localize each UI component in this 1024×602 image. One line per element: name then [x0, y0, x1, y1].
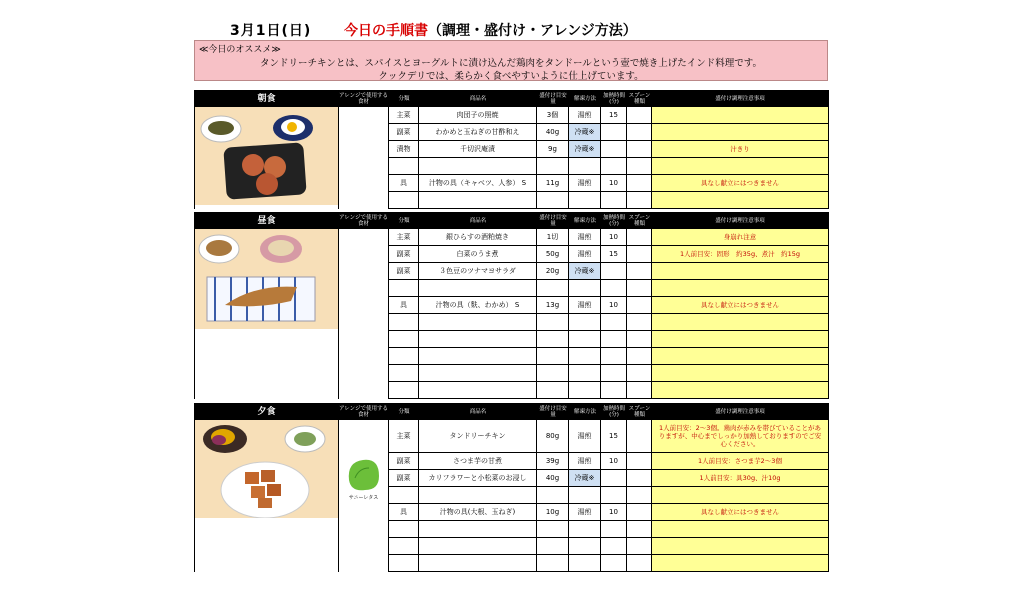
dinner-photo: [195, 420, 338, 518]
product-name-cell: わかめと玉ねぎの甘酢和え: [419, 124, 537, 140]
product-name-cell: 汁物の具(大根、玉ねぎ): [419, 504, 537, 520]
table-row: [389, 420, 828, 453]
note-cell: [652, 314, 828, 330]
meal-section: [194, 403, 829, 572]
heat-time-cell: 15: [601, 420, 627, 452]
thaw-method-cell: [569, 280, 601, 296]
note-cell: [652, 348, 828, 364]
heat-time-cell: [601, 314, 627, 330]
column-amount: 盛付け目安量: [539, 405, 567, 418]
category-cell: [389, 158, 419, 174]
column-spoon: スプーン種類: [628, 92, 651, 105]
thaw-method-cell: [569, 487, 601, 503]
note-cell: 1人前目安：2～3個。鶏肉が赤みを帯びていることがありますが、中心までしっかり加熱しておりますのでご安心ください。: [652, 420, 828, 452]
note-cell: [652, 107, 828, 123]
thaw-method-cell: [569, 538, 601, 554]
product-name-cell: [419, 382, 537, 398]
category-cell: 副菜: [389, 124, 419, 140]
table-row: [389, 229, 828, 246]
product-name-cell: 千切沢庵漬: [419, 141, 537, 157]
product-name-cell: 銀ひらすの酒粕焼き: [419, 229, 537, 245]
thaw-method-cell: [569, 555, 601, 571]
table-row: [389, 158, 828, 175]
category-cell: [389, 314, 419, 330]
product-name-cell: [419, 538, 537, 554]
note-cell: [652, 263, 828, 279]
product-name-cell: [419, 365, 537, 381]
product-name-cell: [419, 487, 537, 503]
amount-cell: 80g: [537, 420, 569, 452]
table-row: [389, 263, 828, 280]
amount-cell: [537, 555, 569, 571]
spoon-cell: [627, 331, 652, 347]
column-notes: 盛付け調理注意事項: [715, 217, 765, 224]
thaw-method-cell: 冷蔵※: [569, 263, 601, 279]
amount-cell: [537, 331, 569, 347]
heat-time-cell: [601, 555, 627, 571]
heat-time-cell: [601, 382, 627, 398]
spoon-cell: [627, 521, 652, 537]
column-arrange: アレンジで使用する食材: [338, 214, 388, 227]
column-arrange: アレンジで使用する食材: [338, 92, 388, 105]
spoon-cell: [627, 348, 652, 364]
spoon-cell: [627, 314, 652, 330]
product-name-cell: ３色豆のツナマヨサラダ: [419, 263, 537, 279]
meal-photo: [195, 420, 338, 518]
spoon-cell: [627, 365, 652, 381]
spoon-cell: [627, 487, 652, 503]
amount-cell: [537, 348, 569, 364]
category-cell: 具: [389, 504, 419, 520]
product-name-cell: [419, 192, 537, 208]
amount-cell: [537, 521, 569, 537]
breakfast-photo: [195, 107, 338, 205]
amount-cell: [537, 365, 569, 381]
table-row: [389, 382, 828, 399]
column-spoon: スプーン種類: [628, 405, 651, 418]
thaw-method-cell: 湯煎: [569, 297, 601, 313]
product-name-cell: [419, 348, 537, 364]
table-row: [389, 246, 828, 263]
product-name-cell: 汁物の具（キャベツ、人参） S: [419, 175, 537, 191]
table-row: [389, 555, 828, 572]
table-row: [389, 314, 828, 331]
amount-cell: 11g: [537, 175, 569, 191]
table-row: [389, 331, 828, 348]
banner-line-2: クックデリでは、柔らかく食べやすいように仕上げています。: [378, 71, 644, 82]
category-cell: 副菜: [389, 263, 419, 279]
note-cell: 汁きり: [652, 141, 828, 157]
amount-cell: [537, 192, 569, 208]
column-thaw: 解凍方法: [573, 217, 596, 224]
heat-time-cell: [601, 280, 627, 296]
product-name-cell: さつま芋の甘煮: [419, 453, 537, 469]
column-notes: 盛付け調理注意事項: [715, 95, 765, 102]
heat-time-cell: [601, 141, 627, 157]
table-row: [389, 175, 828, 192]
category-cell: [389, 538, 419, 554]
note-cell: [652, 555, 828, 571]
amount-cell: [537, 314, 569, 330]
banner-heading: ≪今日のオススメ≫: [199, 45, 281, 55]
thaw-method-cell: [569, 382, 601, 398]
column-time: 加熱時間(分): [602, 92, 625, 105]
meal-header: [195, 403, 828, 420]
note-cell: 具なし献立にはつきません: [652, 175, 828, 191]
category-cell: 主菜: [389, 107, 419, 123]
page-date: 3月1日(日): [230, 23, 312, 39]
amount-cell: 10g: [537, 504, 569, 520]
table-row: [389, 453, 828, 470]
column-category: 分類: [398, 217, 410, 224]
column-name: 商品名: [469, 408, 487, 415]
meal-name: 夕食: [257, 406, 276, 417]
product-name-cell: 汁物の具（麩、わかめ） S: [419, 297, 537, 313]
table-row: [389, 348, 828, 365]
heat-time-cell: [601, 521, 627, 537]
heat-time-cell: [601, 538, 627, 554]
category-cell: [389, 521, 419, 537]
spoon-cell: [627, 297, 652, 313]
category-cell: [389, 331, 419, 347]
note-cell: 具なし献立にはつきません: [652, 504, 828, 520]
thaw-method-cell: 冷蔵※: [569, 141, 601, 157]
meal-rows: [389, 420, 828, 572]
product-name-cell: タンドリーチキン: [419, 420, 537, 452]
lunch-photo: [195, 229, 338, 329]
category-cell: 漬物: [389, 141, 419, 157]
note-cell: [652, 538, 828, 554]
amount-cell: 40g: [537, 124, 569, 140]
note-cell: [652, 487, 828, 503]
note-cell: [652, 521, 828, 537]
meal-header: [195, 212, 828, 229]
spoon-cell: [627, 229, 652, 245]
table-row: [389, 538, 828, 555]
spoon-cell: [627, 175, 652, 191]
note-cell: [652, 192, 828, 208]
lettuce-icon: [339, 450, 388, 510]
arrange-ingredient-cell: [338, 107, 389, 209]
product-name-cell: [419, 555, 537, 571]
thaw-method-cell: [569, 314, 601, 330]
thaw-method-cell: [569, 521, 601, 537]
meal-name: 昼食: [257, 215, 276, 226]
amount-cell: [537, 280, 569, 296]
spoon-cell: [627, 382, 652, 398]
product-name-cell: [419, 314, 537, 330]
product-name-cell: [419, 280, 537, 296]
heat-time-cell: [601, 348, 627, 364]
column-amount: 盛付け目安量: [539, 92, 567, 105]
thaw-method-cell: 湯煎: [569, 175, 601, 191]
amount-cell: [537, 487, 569, 503]
amount-cell: 3個: [537, 107, 569, 123]
category-cell: [389, 382, 419, 398]
category-cell: [389, 348, 419, 364]
table-row: [389, 192, 828, 209]
thaw-method-cell: [569, 365, 601, 381]
table-row: [389, 365, 828, 382]
meal-section: [194, 212, 829, 399]
table-row: [389, 280, 828, 297]
category-cell: [389, 365, 419, 381]
thaw-method-cell: 冷蔵※: [569, 124, 601, 140]
meal-rows: [389, 229, 828, 399]
spoon-cell: [627, 158, 652, 174]
amount-cell: [537, 538, 569, 554]
title-subtitle: （調理・盛付け・アレンジ方法）: [428, 23, 637, 39]
column-time: 加熱時間(分): [602, 214, 625, 227]
heat-time-cell: [601, 124, 627, 140]
column-notes: 盛付け調理注意事項: [715, 408, 765, 415]
column-thaw: 解凍方法: [573, 408, 596, 415]
note-cell: [652, 382, 828, 398]
meal-photo: [195, 229, 338, 329]
heat-time-cell: 10: [601, 453, 627, 469]
amount-cell: 13g: [537, 297, 569, 313]
category-cell: [389, 487, 419, 503]
note-cell: 具なし献立にはつきません: [652, 297, 828, 313]
amount-cell: [537, 382, 569, 398]
spoon-cell: [627, 280, 652, 296]
column-category: 分類: [398, 95, 410, 102]
column-time: 加熱時間(分): [602, 405, 625, 418]
thaw-method-cell: 湯煎: [569, 246, 601, 262]
product-name-cell: 白菜のうま煮: [419, 246, 537, 262]
spoon-cell: [627, 141, 652, 157]
note-cell: [652, 331, 828, 347]
spoon-cell: [627, 470, 652, 486]
table-row: [389, 504, 828, 521]
meal-photo: [195, 107, 338, 205]
heat-time-cell: 15: [601, 246, 627, 262]
table-row: [389, 107, 828, 124]
amount-cell: 9g: [537, 141, 569, 157]
note-cell: [652, 158, 828, 174]
thaw-method-cell: 冷蔵※: [569, 470, 601, 486]
amount-cell: [537, 158, 569, 174]
amount-cell: 1切: [537, 229, 569, 245]
banner-line-1: タンドリーチキンとは、スパイスとヨーグルトに漬け込んだ鶏肉をタンドールという壺で焼き上げたインド料理です。: [259, 58, 763, 69]
table-row: [389, 521, 828, 538]
heat-time-cell: 10: [601, 504, 627, 520]
spoon-cell: [627, 263, 652, 279]
table-row: [389, 487, 828, 504]
column-name: 商品名: [469, 95, 487, 102]
note-cell: 1人前目安：固形 約35g、煮汁 約15g: [652, 246, 828, 262]
product-name-cell: [419, 521, 537, 537]
category-cell: 副菜: [389, 470, 419, 486]
product-name-cell: [419, 158, 537, 174]
category-cell: [389, 192, 419, 208]
column-amount: 盛付け目安量: [539, 214, 567, 227]
spoon-cell: [627, 538, 652, 554]
heat-time-cell: [601, 263, 627, 279]
title-text: 今日の手順書: [344, 23, 428, 39]
note-cell: 身崩れ注意: [652, 229, 828, 245]
arrange-ingredient-cell: [338, 420, 389, 572]
spoon-cell: [627, 107, 652, 123]
category-cell: 副菜: [389, 246, 419, 262]
note-cell: 1人前目安：さつま芋2～3個: [652, 453, 828, 469]
arrange-item-label: サニーレタス: [348, 495, 379, 501]
amount-cell: 20g: [537, 263, 569, 279]
arrange-ingredient-cell: [338, 229, 389, 399]
heat-time-cell: 10: [601, 297, 627, 313]
category-cell: 主菜: [389, 420, 419, 452]
thaw-method-cell: 湯煎: [569, 504, 601, 520]
recommendation-banner: [194, 40, 828, 81]
heat-time-cell: 15: [601, 107, 627, 123]
heat-time-cell: [601, 365, 627, 381]
meal-name: 朝食: [257, 93, 276, 104]
thaw-method-cell: 湯煎: [569, 107, 601, 123]
thaw-method-cell: [569, 348, 601, 364]
column-category: 分類: [398, 408, 410, 415]
spoon-cell: [627, 124, 652, 140]
thaw-method-cell: 湯煎: [569, 453, 601, 469]
thaw-method-cell: 湯煎: [569, 229, 601, 245]
heat-time-cell: 10: [601, 229, 627, 245]
thaw-method-cell: 湯煎: [569, 420, 601, 452]
spoon-cell: [627, 453, 652, 469]
spoon-cell: [627, 504, 652, 520]
thaw-method-cell: [569, 158, 601, 174]
table-row: [389, 297, 828, 314]
category-cell: [389, 280, 419, 296]
category-cell: 副菜: [389, 453, 419, 469]
column-thaw: 解凍方法: [573, 95, 596, 102]
table-row: [389, 470, 828, 487]
product-name-cell: [419, 331, 537, 347]
table-row: [389, 141, 828, 158]
note-cell: 1人前目安：具30g、汁10g: [652, 470, 828, 486]
amount-cell: 39g: [537, 453, 569, 469]
category-cell: 具: [389, 175, 419, 191]
product-name-cell: 肉団子の照焼: [419, 107, 537, 123]
meal-header: [195, 90, 828, 107]
meal-section: [194, 90, 829, 209]
amount-cell: 50g: [537, 246, 569, 262]
category-cell: 具: [389, 297, 419, 313]
heat-time-cell: [601, 331, 627, 347]
column-name: 商品名: [469, 217, 487, 224]
spoon-cell: [627, 555, 652, 571]
amount-cell: 40g: [537, 470, 569, 486]
spoon-cell: [627, 246, 652, 262]
heat-time-cell: 10: [601, 175, 627, 191]
note-cell: [652, 124, 828, 140]
page-title: [344, 20, 637, 40]
heat-time-cell: [601, 470, 627, 486]
thaw-method-cell: [569, 331, 601, 347]
product-name-cell: カリフラワーと小松菜のお浸し: [419, 470, 537, 486]
spoon-cell: [627, 192, 652, 208]
thaw-method-cell: [569, 192, 601, 208]
category-cell: [389, 555, 419, 571]
table-row: [389, 124, 828, 141]
note-cell: [652, 365, 828, 381]
column-spoon: スプーン種類: [628, 214, 651, 227]
heat-time-cell: [601, 158, 627, 174]
meal-rows: [389, 107, 828, 209]
category-cell: 主菜: [389, 229, 419, 245]
heat-time-cell: [601, 487, 627, 503]
spoon-cell: [627, 420, 652, 452]
note-cell: [652, 280, 828, 296]
column-arrange: アレンジで使用する食材: [338, 405, 388, 418]
heat-time-cell: [601, 192, 627, 208]
